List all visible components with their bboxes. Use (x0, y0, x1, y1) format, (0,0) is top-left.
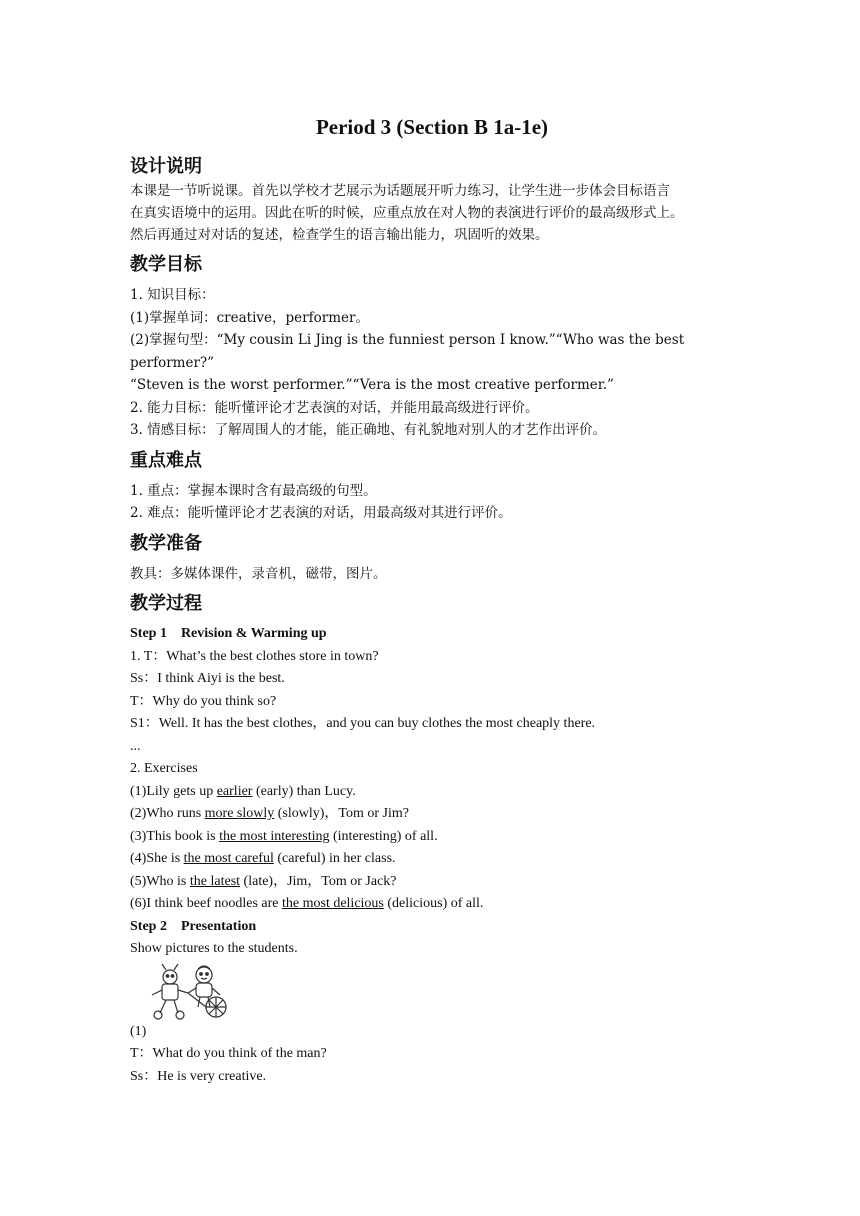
heading-prep: 教学准备 (130, 532, 202, 554)
text-line: 2. 难点：能听懂评论才艺表演的对话，用最高级对其进行评价。 (130, 505, 512, 521)
exercise-answer: the most careful (183, 851, 274, 866)
text-line: 2. 能力目标：能听懂评论才艺表演的对话，并能用最高级进行评价。 (130, 399, 539, 416)
exercise-line (130, 781, 734, 804)
exercise-text: (6)I think beef noodles are (130, 896, 282, 911)
heading-process: 教学过程 (130, 593, 202, 614)
exercise-text: (careful) in her class. (273, 851, 396, 866)
text-line: (1) (130, 1023, 147, 1039)
document-page (130, 112, 734, 1088)
exercise-text: (3)This book is (130, 828, 220, 844)
text-line: 本课是一节听说课。首先以学校才艺展示为话题展开听力练习，让学生进一步体会目标语言 (130, 183, 670, 199)
heading-objectives: 教学目标 (130, 254, 202, 275)
text-line: 在真实语境中的运用。因此在听的时候，应重点放在对人物的表演进行评价的最高级形式上。 (130, 205, 684, 221)
exercise-text: (slowly)，Tom or Jim? (274, 806, 409, 821)
cartoon-robot-bicycle-illustration (144, 963, 234, 1021)
exercise-text: (4)She is (130, 851, 184, 866)
text-line: (1)掌握单词：creative，performer。 (130, 309, 369, 326)
text-line: Show pictures to the students. (130, 941, 298, 956)
exercise-answer: more slowly (204, 806, 275, 821)
heading-design: 设计说明 (130, 156, 202, 177)
heading-keypoints: 重点难点 (130, 449, 202, 471)
exercise-answer: earlier (216, 783, 253, 799)
text-line: T：Why do you think so? (130, 693, 277, 709)
design-paragraph (130, 180, 734, 246)
exercise-answer: the most interesting (219, 828, 330, 844)
prep-section (130, 563, 734, 586)
text-line: Ss：He is very creative. (130, 1068, 267, 1084)
text-line: S1：Well. It has the best clothes，and you can buy clothes the most cheaply there. (130, 716, 596, 731)
text-line: ... (130, 738, 141, 754)
exercise-answer: the latest (189, 873, 241, 889)
exercise-line (130, 871, 734, 894)
text-line: 教具：多媒体课件，录音机，磁带，图片。 (130, 565, 387, 582)
exercise-text: (5)Who is (130, 873, 190, 889)
text-line: 2. Exercises (130, 761, 198, 776)
text-line: Ss：I think Aiyi is the best. (130, 671, 285, 686)
exercise-text: (late)，Jim，Tom or Jack? (240, 873, 397, 889)
process-section (130, 623, 734, 1088)
exercise-text: (interesting) of all. (329, 828, 438, 844)
exercise-line (130, 803, 734, 826)
text-line: (2)掌握句型：“My cousin Li Jing is the funniest person I know.”“Who was the best performer?” (130, 332, 685, 371)
text-line: “Steven is the worst performer.”“Vera is the most creative performer.” (130, 377, 614, 393)
text-line: 1. 知识目标： (130, 287, 215, 303)
exercise-text: (1)Lily gets up (130, 783, 217, 799)
page-title: Period 3 (Section B 1a-1e) (315, 115, 549, 139)
text-line: 3. 情感目标：了解周围人的才能，能正确地、有礼貌地对别人的才艺作出评价。 (130, 422, 607, 438)
text-line: 1. 重点：掌握本课时含有最高级的句型。 (130, 482, 377, 499)
exercise-line (130, 893, 734, 916)
exercise-line (130, 848, 734, 871)
keypoints-list (130, 480, 734, 525)
step2-title: Step 2 Presentation (130, 918, 257, 934)
objectives-list (130, 284, 734, 442)
exercise-text: (delicious) of all. (383, 896, 484, 911)
exercise-line (130, 826, 734, 849)
exercise-text: (2)Who runs (130, 806, 205, 821)
text-line: T：What do you think of the man? (130, 1046, 327, 1061)
exercise-answer: the most delicious (282, 896, 384, 911)
exercise-text: (early) than Lucy. (252, 783, 356, 799)
step1-title: Step 1 Revision & Warming up (130, 626, 327, 641)
text-line: 1. T：What’s the best clothes store in town? (130, 648, 379, 664)
text-line: 然后再通过对对话的复述，检查学生的语言输出能力，巩固听的效果。 (130, 227, 549, 243)
